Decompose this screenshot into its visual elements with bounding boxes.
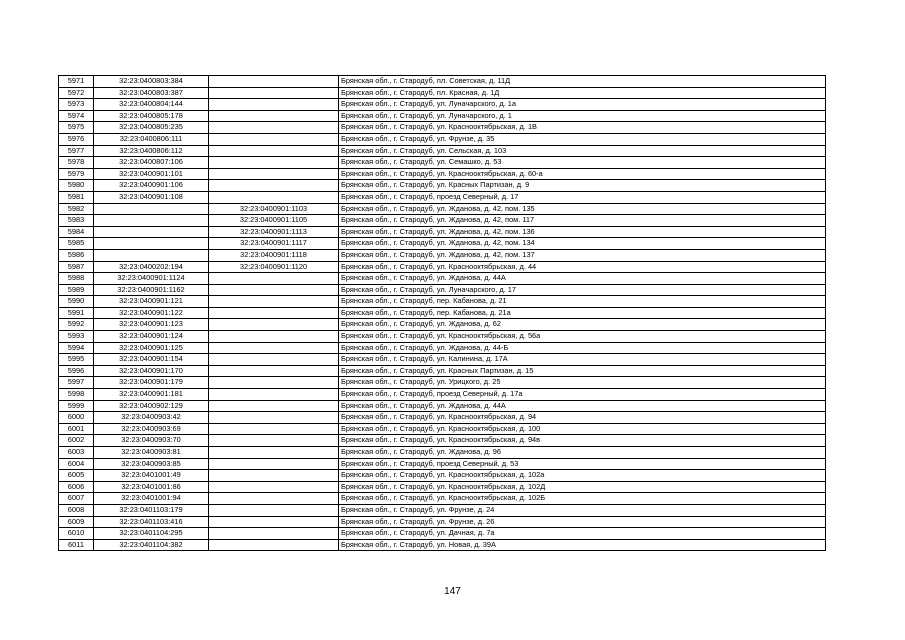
cadastral-number-cell: 32:23:0400901:124 [94, 331, 209, 343]
row-number-cell: 6009 [59, 516, 94, 528]
table-row [59, 226, 826, 238]
table-row [59, 145, 826, 157]
cadastral-number-cell: 32:23:0400202:194 [94, 261, 209, 273]
address-cell: Брянская обл., г. Стародуб, ул. Фрунзе, д. 26 [339, 516, 826, 528]
row-number-cell: 5987 [59, 261, 94, 273]
row-number-cell: 5999 [59, 400, 94, 412]
address-cell: Брянская обл., г. Стародуб, ул. Краснооктябрьская, д. 44 [339, 261, 826, 273]
cadastral-number-cell: 32:23:0400901:1124 [94, 273, 209, 285]
row-number-cell: 5976 [59, 133, 94, 145]
secondary-cadastral-number-cell [209, 157, 339, 169]
cadastral-number-cell: 32:23:0400901:179 [94, 377, 209, 389]
cadastral-number-cell: 32:23:0400901:170 [94, 365, 209, 377]
row-number-cell: 6007 [59, 493, 94, 505]
cadastral-number-cell: 32:23:0400806:112 [94, 145, 209, 157]
table-row [59, 458, 826, 470]
address-cell: Брянская обл., г. Стародуб, пл. Советская, д. 11Д [339, 76, 826, 88]
secondary-cadastral-number-cell [209, 319, 339, 331]
address-cell: Брянская обл., г. Стародуб, ул. Жданова, д. 44А [339, 273, 826, 285]
address-cell: Брянская обл., г. Стародуб, ул. Семашко, д. 53 [339, 157, 826, 169]
secondary-cadastral-number-cell [209, 145, 339, 157]
cadastral-number-cell: 32:23:0400901:125 [94, 342, 209, 354]
row-number-cell: 5977 [59, 145, 94, 157]
table-row [59, 168, 826, 180]
row-number-cell: 6004 [59, 458, 94, 470]
cadastral-number-cell: 32:23:0400805:178 [94, 110, 209, 122]
row-number-cell: 5975 [59, 122, 94, 134]
address-cell: Брянская обл., г. Стародуб, ул. Жданова, д. 42, пом. 117 [339, 215, 826, 227]
property-table-body [59, 76, 826, 551]
secondary-cadastral-number-cell: 32:23:0400901:1118 [209, 249, 339, 261]
table-row [59, 203, 826, 215]
secondary-cadastral-number-cell [209, 447, 339, 459]
address-cell: Брянская обл., г. Стародуб, ул. Краснооктябрьская, д. 102а [339, 470, 826, 482]
row-number-cell: 6010 [59, 528, 94, 540]
secondary-cadastral-number-cell [209, 365, 339, 377]
cadastral-number-cell: 32:23:0400803:387 [94, 87, 209, 99]
row-number-cell: 5995 [59, 354, 94, 366]
address-cell: Брянская обл., г. Стародуб, ул. Жданова, д. 44А [339, 400, 826, 412]
row-number-cell: 6000 [59, 412, 94, 424]
table-row [59, 157, 826, 169]
cadastral-number-cell: 32:23:0400901:123 [94, 319, 209, 331]
secondary-cadastral-number-cell: 32:23:0400901:1120 [209, 261, 339, 273]
cadastral-number-cell [94, 238, 209, 250]
address-cell: Брянская обл., г. Стародуб, ул. Фрунзе, д. 35 [339, 133, 826, 145]
row-number-cell: 5990 [59, 296, 94, 308]
address-cell: Брянская обл., г. Стародуб, ул. Жданова, д. 62 [339, 319, 826, 331]
address-cell: Брянская обл., г. Стародуб, ул. Красных Партизан, д. 15 [339, 365, 826, 377]
cadastral-number-cell: 32:23:0401001:49 [94, 470, 209, 482]
property-table [58, 75, 826, 551]
cadastral-number-cell: 32:23:0400903:42 [94, 412, 209, 424]
address-cell: Брянская обл., г. Стародуб, ул. Луначарского, д. 17 [339, 284, 826, 296]
address-cell: Брянская обл., г. Стародуб, пер. Кабанова, д. 21а [339, 307, 826, 319]
secondary-cadastral-number-cell [209, 307, 339, 319]
cadastral-number-cell: 32:23:0400803:384 [94, 76, 209, 88]
address-cell: Брянская обл., г. Стародуб, ул. Жданова, д. 44-Б [339, 342, 826, 354]
row-number-cell: 6006 [59, 481, 94, 493]
secondary-cadastral-number-cell: 32:23:0400901:1113 [209, 226, 339, 238]
row-number-cell: 5979 [59, 168, 94, 180]
address-cell: Брянская обл., г. Стародуб, ул. Калинина, д. 17А [339, 354, 826, 366]
row-number-cell: 6005 [59, 470, 94, 482]
secondary-cadastral-number-cell: 32:23:0400901:1117 [209, 238, 339, 250]
table-row [59, 180, 826, 192]
table-row [59, 342, 826, 354]
table-row [59, 215, 826, 227]
row-number-cell: 5989 [59, 284, 94, 296]
row-number-cell: 5971 [59, 76, 94, 88]
row-number-cell: 6008 [59, 504, 94, 516]
cadastral-number-cell: 32:23:0400901:1162 [94, 284, 209, 296]
cadastral-number-cell: 32:23:0401001:86 [94, 481, 209, 493]
table-row [59, 377, 826, 389]
cadastral-number-cell: 32:23:0401104:382 [94, 539, 209, 551]
table-row [59, 389, 826, 401]
secondary-cadastral-number-cell [209, 331, 339, 343]
secondary-cadastral-number-cell [209, 470, 339, 482]
table-row [59, 435, 826, 447]
table-row [59, 400, 826, 412]
secondary-cadastral-number-cell [209, 493, 339, 505]
cadastral-number-cell [94, 215, 209, 227]
secondary-cadastral-number-cell [209, 133, 339, 145]
row-number-cell: 5993 [59, 331, 94, 343]
table-row [59, 110, 826, 122]
address-cell: Брянская обл., г. Стародуб, ул. Жданова, д. 42, пом. 134 [339, 238, 826, 250]
cadastral-number-cell: 32:23:0401104:295 [94, 528, 209, 540]
cadastral-number-cell: 32:23:0400901:154 [94, 354, 209, 366]
row-number-cell: 5991 [59, 307, 94, 319]
secondary-cadastral-number-cell [209, 539, 339, 551]
address-cell: Брянская обл., г. Стародуб, ул. Краснооктябрьская, д. 94 [339, 412, 826, 424]
address-cell: Брянская обл., г. Стародуб, ул. Сельская, д. 103 [339, 145, 826, 157]
row-number-cell: 5983 [59, 215, 94, 227]
table-row [59, 516, 826, 528]
row-number-cell: 5992 [59, 319, 94, 331]
row-number-cell: 5978 [59, 157, 94, 169]
table-row [59, 319, 826, 331]
secondary-cadastral-number-cell [209, 435, 339, 447]
table-row [59, 122, 826, 134]
address-cell: Брянская обл., г. Стародуб, ул. Жданова, д. 42, пом. 136 [339, 226, 826, 238]
secondary-cadastral-number-cell [209, 458, 339, 470]
address-cell: Брянская обл., г. Стародуб, ул. Краснооктябрьская, д. 60-а [339, 168, 826, 180]
address-cell: Брянская обл., г. Стародуб, пер. Кабанова, д. 21 [339, 296, 826, 308]
secondary-cadastral-number-cell [209, 76, 339, 88]
table-row [59, 447, 826, 459]
table-row [59, 470, 826, 482]
secondary-cadastral-number-cell [209, 400, 339, 412]
row-number-cell: 5974 [59, 110, 94, 122]
table-row [59, 191, 826, 203]
secondary-cadastral-number-cell [209, 423, 339, 435]
secondary-cadastral-number-cell [209, 168, 339, 180]
cadastral-number-cell: 32:23:0400807:106 [94, 157, 209, 169]
address-cell: Брянская обл., г. Стародуб, ул. Краснооктябрьская, д. 100 [339, 423, 826, 435]
cadastral-number-cell: 32:23:0400806:111 [94, 133, 209, 145]
table-row [59, 99, 826, 111]
address-cell: Брянская обл., г. Стародуб, ул. Краснооктябрьская, д. 102Б [339, 493, 826, 505]
address-cell: Брянская обл., г. Стародуб, ул. Красных Партизан, д. 9 [339, 180, 826, 192]
cadastral-number-cell: 32:23:0400903:85 [94, 458, 209, 470]
cadastral-number-cell: 32:23:0400901:106 [94, 180, 209, 192]
row-number-cell: 5973 [59, 99, 94, 111]
secondary-cadastral-number-cell [209, 110, 339, 122]
address-cell: Брянская обл., г. Стародуб, ул. Жданова, д. 42, пом. 135 [339, 203, 826, 215]
secondary-cadastral-number-cell [209, 122, 339, 134]
table-row [59, 76, 826, 88]
table-row [59, 261, 826, 273]
table-row [59, 504, 826, 516]
table-row [59, 354, 826, 366]
secondary-cadastral-number-cell [209, 528, 339, 540]
row-number-cell: 5984 [59, 226, 94, 238]
table-row [59, 365, 826, 377]
table-row [59, 87, 826, 99]
table-row [59, 273, 826, 285]
row-number-cell: 5994 [59, 342, 94, 354]
table-row [59, 539, 826, 551]
address-cell: Брянская обл., г. Стародуб, ул. Краснооктябрьская, д. 1В [339, 122, 826, 134]
table-row [59, 249, 826, 261]
table-row [59, 423, 826, 435]
address-cell: Брянская обл., г. Стародуб, ул. Урицкого, д. 25 [339, 377, 826, 389]
address-cell: Брянская обл., г. Стародуб, ул. Краснооктябрьская, д. 56а [339, 331, 826, 343]
cadastral-number-cell [94, 249, 209, 261]
cadastral-number-cell: 32:23:0400902:129 [94, 400, 209, 412]
secondary-cadastral-number-cell [209, 99, 339, 111]
row-number-cell: 6011 [59, 539, 94, 551]
secondary-cadastral-number-cell [209, 504, 339, 516]
secondary-cadastral-number-cell [209, 354, 339, 366]
cadastral-number-cell: 32:23:0400901:122 [94, 307, 209, 319]
secondary-cadastral-number-cell [209, 180, 339, 192]
row-number-cell: 5988 [59, 273, 94, 285]
secondary-cadastral-number-cell [209, 296, 339, 308]
table-row [59, 133, 826, 145]
row-number-cell: 5982 [59, 203, 94, 215]
table-row [59, 331, 826, 343]
table-row [59, 493, 826, 505]
cadastral-number-cell: 32:23:0400903:81 [94, 447, 209, 459]
row-number-cell: 6002 [59, 435, 94, 447]
table-row [59, 307, 826, 319]
row-number-cell: 5981 [59, 191, 94, 203]
page-number: 147 [444, 586, 461, 597]
row-number-cell: 6001 [59, 423, 94, 435]
address-cell: Брянская обл., г. Стародуб, ул. Фрунзе, д. 24 [339, 504, 826, 516]
row-number-cell: 6003 [59, 447, 94, 459]
cadastral-number-cell: 32:23:0400901:101 [94, 168, 209, 180]
secondary-cadastral-number-cell [209, 412, 339, 424]
row-number-cell: 5972 [59, 87, 94, 99]
address-cell: Брянская обл., г. Стародуб, пл. Красная, д. 1Д [339, 87, 826, 99]
row-number-cell: 5985 [59, 238, 94, 250]
cadastral-number-cell [94, 203, 209, 215]
table-row [59, 412, 826, 424]
cadastral-number-cell [94, 226, 209, 238]
row-number-cell: 5998 [59, 389, 94, 401]
cadastral-number-cell: 32:23:0400903:70 [94, 435, 209, 447]
address-cell: Брянская обл., г. Стародуб, проезд Северный, д. 53 [339, 458, 826, 470]
address-cell: Брянская обл., г. Стародуб, ул. Луначарского, д. 1 [339, 110, 826, 122]
address-cell: Брянская обл., г. Стародуб, ул. Жданова, д. 42, пом. 137 [339, 249, 826, 261]
row-number-cell: 5997 [59, 377, 94, 389]
table-row [59, 528, 826, 540]
table-row [59, 481, 826, 493]
secondary-cadastral-number-cell [209, 191, 339, 203]
secondary-cadastral-number-cell [209, 481, 339, 493]
address-cell: Брянская обл., г. Стародуб, ул. Жданова, д. 96 [339, 447, 826, 459]
address-cell: Брянская обл., г. Стародуб, ул. Краснооктябрьская, д. 94в [339, 435, 826, 447]
secondary-cadastral-number-cell: 32:23:0400901:1105 [209, 215, 339, 227]
table-row [59, 296, 826, 308]
secondary-cadastral-number-cell [209, 389, 339, 401]
table-row [59, 238, 826, 250]
address-cell: Брянская обл., г. Стародуб, проезд Северный, д. 17 [339, 191, 826, 203]
secondary-cadastral-number-cell [209, 273, 339, 285]
secondary-cadastral-number-cell [209, 87, 339, 99]
row-number-cell: 5980 [59, 180, 94, 192]
secondary-cadastral-number-cell [209, 342, 339, 354]
address-cell: Брянская обл., г. Стародуб, ул. Новая, д. 39А [339, 539, 826, 551]
row-number-cell: 5996 [59, 365, 94, 377]
address-cell: Брянская обл., г. Стародуб, ул. Дачная, д. 7а [339, 528, 826, 540]
table-row [59, 284, 826, 296]
cadastral-number-cell: 32:23:0400901:181 [94, 389, 209, 401]
address-cell: Брянская обл., г. Стародуб, проезд Северный, д. 17а [339, 389, 826, 401]
secondary-cadastral-number-cell [209, 284, 339, 296]
address-cell: Брянская обл., г. Стародуб, ул. Луначарского, д. 1а [339, 99, 826, 111]
cadastral-number-cell: 32:23:0400901:108 [94, 191, 209, 203]
secondary-cadastral-number-cell [209, 377, 339, 389]
cadastral-number-cell: 32:23:0400805:235 [94, 122, 209, 134]
row-number-cell: 5986 [59, 249, 94, 261]
address-cell: Брянская обл., г. Стародуб, ул. Краснооктябрьская, д. 102Д [339, 481, 826, 493]
cadastral-number-cell: 32:23:0400903:69 [94, 423, 209, 435]
cadastral-number-cell: 32:23:0401001:94 [94, 493, 209, 505]
secondary-cadastral-number-cell [209, 516, 339, 528]
cadastral-number-cell: 32:23:0401103:179 [94, 504, 209, 516]
cadastral-number-cell: 32:23:0400901:121 [94, 296, 209, 308]
secondary-cadastral-number-cell: 32:23:0400901:1103 [209, 203, 339, 215]
cadastral-number-cell: 32:23:0401103:416 [94, 516, 209, 528]
cadastral-number-cell: 32:23:0400804:144 [94, 99, 209, 111]
